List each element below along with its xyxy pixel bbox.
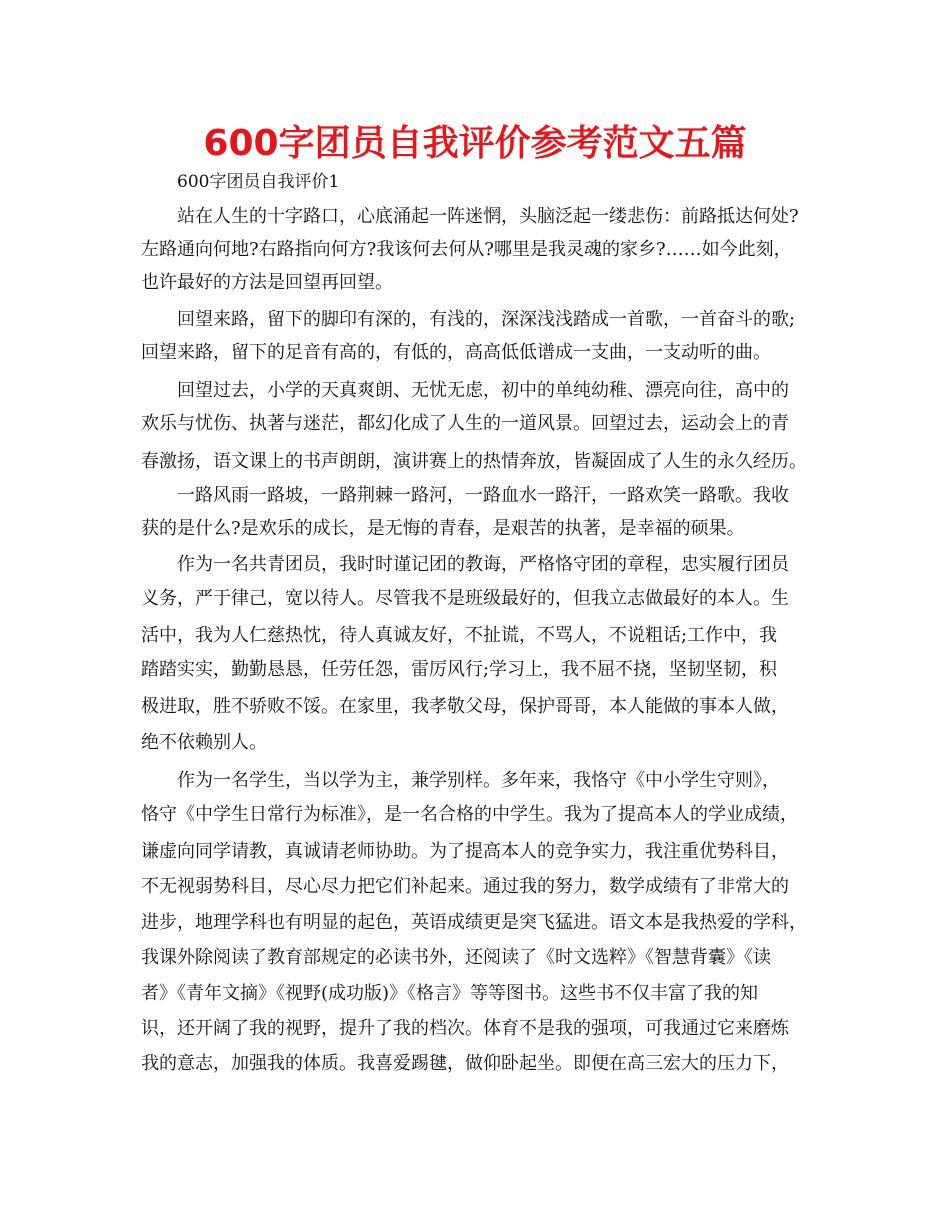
paragraph-line: 也许最好的方法是回望再回望。 <box>141 272 393 293</box>
paragraph-line: 左路通向何地?右路指向何方?我该何去何从?哪里是我灵魂的家乡?……如今此刻， <box>141 239 792 260</box>
section-heading: 600字团员自我评价1 <box>177 172 340 192</box>
paragraph-line: 站在人生的十字路口，心底涌起一阵迷惘，头脑泛起一缕悲伤：前路抵达何处? <box>177 206 799 227</box>
paragraph-line: 义务，严于律己，宽以待人。尽管我不是班级最好的，但我立志做最好的本人。生 <box>141 588 789 609</box>
paragraph-line: 回望来路，留下的足音有高的，有低的，高高低低谱成一支曲，一支动听的曲。 <box>141 342 771 363</box>
paragraph-line: 恪守《中学生日常行为标准》，是一名合格的中学生。我为了提高本人的学业成绩， <box>141 804 798 825</box>
paragraph-line: 回望过去，小学的天真爽朗、无忧无虑，初中的单纯幼稚、漂亮向往，高中的 <box>177 380 789 401</box>
paragraph-line: 识，还开阔了我的视野，提升了我的档次。体育不是我的强项，可我通过它来磨炼 <box>141 1018 789 1039</box>
paragraph-line: 欢乐与忧伤、执著与迷茫，都幻化成了人生的一道风景。回望过去，运动会上的青 <box>141 413 789 434</box>
paragraph-line: 回望来路，留下的脚印有深的，有浅的，深深浅浅踏成一首歌，一首奋斗的歌; <box>177 309 796 330</box>
paragraph-line: 踏踏实实，勤勤恳恳，任劳任怨，雷厉风行;学习上，我不屈不挠，坚韧坚韧，积 <box>141 659 778 680</box>
paragraph-line: 春激扬，语文课上的书声朗朗，演讲赛上的热情奔放，皆凝固成了人生的永久经历。 <box>141 451 807 472</box>
document-title: 600字团员自我评价参考范文五篇 <box>203 123 747 164</box>
paragraph-line: 者》《青年文摘》《视野(成功版)》《格言》等等图书。这些书不仅丰富了我的知 <box>141 983 759 1004</box>
paragraph-line: 谦虚向同学请教，真诚请老师协助。为了提高本人的竞争实力，我注重优势科目， <box>141 841 789 862</box>
paragraph-line: 一路风雨一路坡，一路荆棘一路河，一路血水一路汗，一路欢笑一路歌。我收 <box>177 485 789 506</box>
paragraph-line: 作为一名共青团员，我时时谨记团的教诲，严格恪守团的章程，忠实履行团员 <box>177 554 789 575</box>
paragraph-line: 我的意志，加强我的体质。我喜爱踢毽，做仰卧起坐。即便在高三宏大的压力下， <box>141 1053 789 1074</box>
paragraph-line: 我课外除阅读了教育部规定的必读书外，还阅读了《时文选粹》《智慧背囊》《读 <box>141 947 771 968</box>
paragraph-line: 作为一名学生，当以学为主，兼学别样。多年来，我恪守《中小学生守则》， <box>177 770 780 791</box>
paragraph-line: 绝不依赖别人。 <box>141 732 267 753</box>
paragraph-line: 活中，我为人仁慈热忱，待人真诚友好，不扯谎，不骂人，不说粗话;工作中，我 <box>141 625 778 646</box>
paragraph-line: 获的是什么?是欢乐的成长，是无悔的青春，是艰苦的执著，是幸福的硕果。 <box>141 518 745 539</box>
paragraph-line: 进步，地理学科也有明显的起色，英语成绩更是突飞猛进。语文本是我热爱的学科， <box>141 912 807 933</box>
paragraph-line: 不无视弱势科目，尽心尽力把它们补起来。通过我的努力，数学成绩有了非常大的 <box>141 876 789 897</box>
paragraph-line: 极进取，胜不骄败不馁。在家里，我孝敬父母，保护哥哥，本人能做的事本人做， <box>141 696 789 717</box>
